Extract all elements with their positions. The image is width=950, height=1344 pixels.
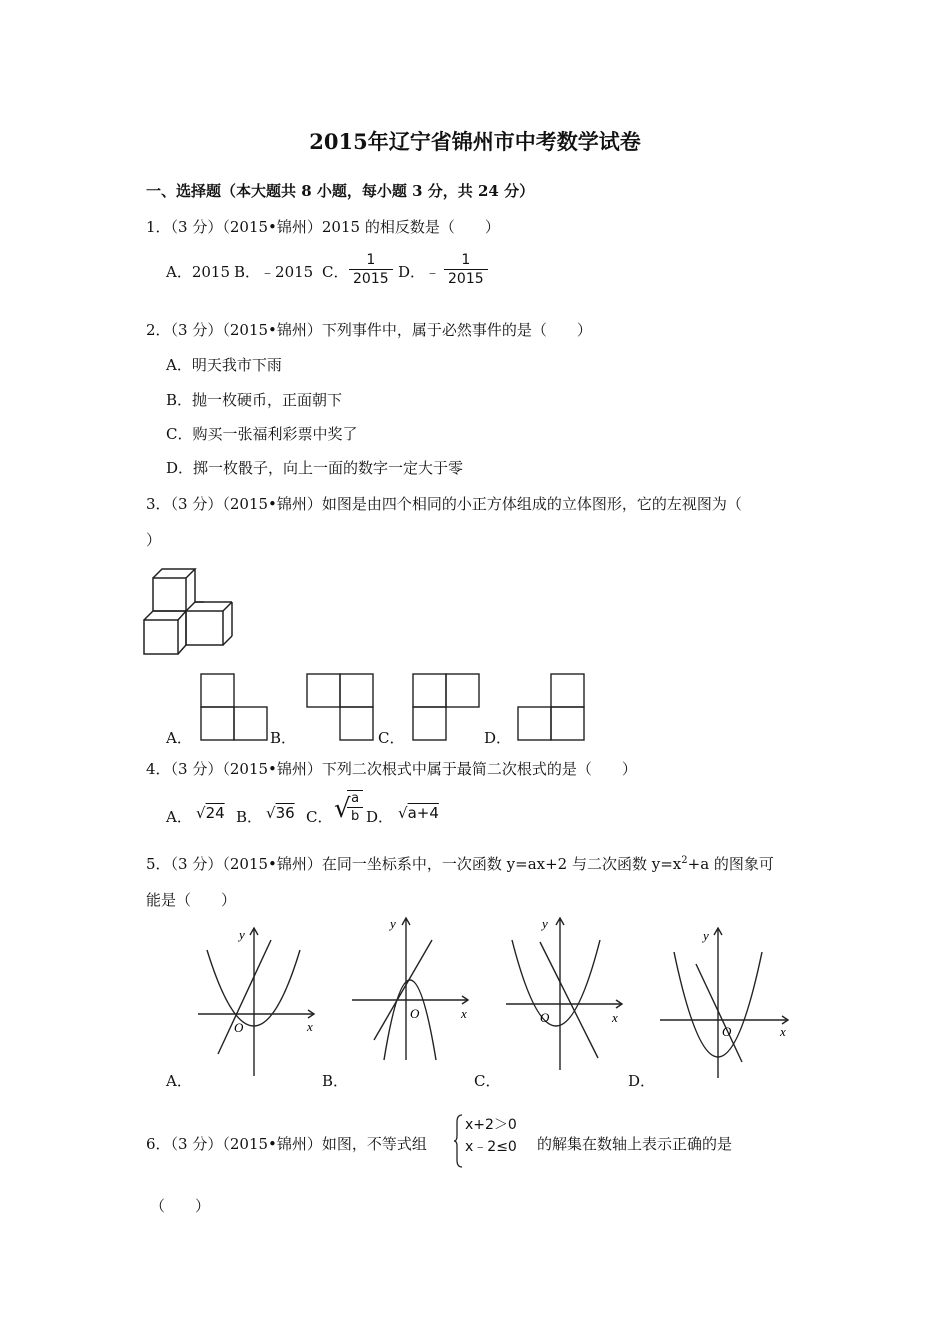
q3-view-b	[306, 673, 374, 741]
page-title: 2015年辽宁省锦州市中考数学试卷	[309, 129, 641, 154]
q3-option-c: C．	[378, 729, 405, 747]
q6-inequality-system	[465, 1114, 517, 1158]
q5-option-a: A．	[166, 1072, 192, 1090]
origin-label: O	[540, 1010, 550, 1025]
x-axis-label: x	[307, 1019, 313, 1034]
fraction-denominator: 2015	[448, 271, 484, 287]
q6-stem-part2: 的解集在数轴上表示正确的是	[537, 1135, 733, 1153]
q4-radical-b: √36	[266, 804, 295, 822]
q3-cubes-figure	[140, 565, 240, 660]
origin-label: O	[410, 1006, 420, 1021]
q1-option-c: C．	[322, 263, 349, 281]
q1-fraction-d	[444, 252, 488, 287]
q5-graph-a	[192, 922, 322, 1082]
q4-radical-c: √	[334, 794, 351, 824]
q1-fraction-c	[349, 252, 393, 287]
fraction-denominator: b	[351, 809, 360, 824]
q1-option-a: A．2015	[166, 263, 231, 281]
q2-stem: 2．（3 分）（2015•锦州）下列事件中，属于必然事件的是（ ）	[146, 321, 592, 339]
q3-stem-end: ）	[146, 531, 162, 549]
q3-option-a: A．	[166, 729, 192, 747]
q4-radical-c-fraction	[347, 790, 363, 824]
q3-option-d: D．	[484, 729, 512, 747]
q1-option-d: D．﹣	[398, 263, 441, 281]
q5-graph-b	[348, 912, 478, 1072]
q4-stem: 4．（3 分）（2015•锦州）下列二次根式中属于最简二次根式的是（ ）	[146, 760, 637, 778]
y-axis-label: y	[390, 916, 396, 931]
x-axis-label: x	[461, 1006, 467, 1021]
y-axis-label: y	[542, 916, 548, 931]
q3-option-b: B．	[270, 729, 297, 747]
q4-option-b: B．	[236, 808, 263, 826]
q5-stem-exponent: 2	[681, 855, 688, 866]
q4-radical-a: √24	[196, 804, 225, 822]
q4-option-d: D．	[366, 808, 394, 826]
q1-stem: 1．（3 分）（2015•锦州）2015 的相反数是（ ）	[146, 218, 500, 236]
q5-option-b: B．	[322, 1072, 349, 1090]
q5-stem-part2: +a 的图象可	[687, 855, 774, 873]
q5-graph-c	[502, 912, 632, 1072]
section-heading: 一、选择题（本大题共 8 小题，每小题 3 分，共 24 分）	[146, 182, 535, 200]
fraction-numerator: 1	[366, 252, 376, 268]
q6-brace	[454, 1114, 464, 1168]
x-axis-label: x	[612, 1010, 618, 1025]
q5-stem-line2: 能是（ ）	[146, 891, 237, 909]
y-axis-label: y	[239, 927, 245, 942]
q2-option-a: A．明天我市下雨	[166, 356, 282, 374]
q1-option-b: B．﹣2015	[234, 263, 314, 281]
q3-stem: 3．（3 分）（2015•锦州）如图是由四个相同的小正方体组成的立体图形，它的左视图为（	[146, 495, 742, 513]
q6-answer-paren: （ ）	[150, 1197, 211, 1215]
q5-option-c: C．	[474, 1072, 501, 1090]
q4-option-c: C．	[306, 808, 333, 826]
radicand: 36	[275, 804, 295, 822]
q4-radical-d: √a+4	[398, 804, 439, 822]
q5-stem	[146, 853, 774, 874]
origin-label: O	[722, 1024, 732, 1039]
radicand: 24	[205, 804, 225, 822]
fraction-numerator: 1	[461, 252, 471, 268]
q2-option-d: D．掷一枚骰子，向上一面的数字一定大于零	[166, 459, 464, 477]
q2-option-b: B．抛一枚硬币，正面朝下	[166, 391, 343, 409]
radicand: a+4	[407, 804, 439, 822]
fraction-numerator: a	[351, 791, 360, 806]
q3-view-d	[517, 673, 585, 741]
fraction-denominator: 2015	[353, 271, 389, 287]
q5-stem-part1: 5．（3 分）（2015•锦州）在同一坐标系中，一次函数 y=ax+2 与二次函数 y=x	[146, 855, 682, 873]
q6-stem-part1: 6．（3 分）（2015•锦州）如图，不等式组	[146, 1135, 427, 1153]
q2-option-c: C．购买一张福利彩票中奖了	[166, 425, 358, 443]
q4-option-a: A．	[166, 808, 192, 826]
origin-label: O	[234, 1020, 244, 1035]
q5-graph-d	[656, 922, 796, 1082]
q6-inequality-2: x﹣2≤0	[465, 1139, 517, 1155]
x-axis-label: x	[780, 1024, 786, 1039]
q3-view-c	[412, 673, 480, 741]
q6-inequality-1: x+2＞0	[465, 1117, 517, 1133]
y-axis-label: y	[703, 928, 709, 943]
q3-view-a	[200, 673, 268, 741]
q5-option-d: D．	[628, 1072, 656, 1090]
